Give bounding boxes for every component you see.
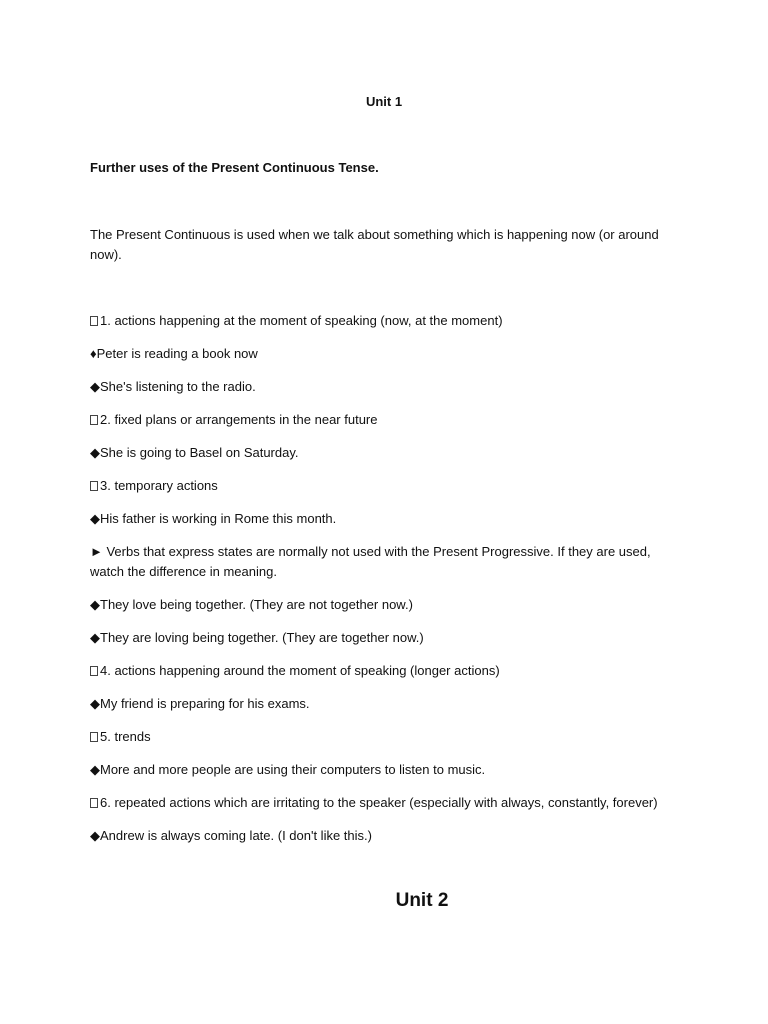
rule-1-text: 1. actions happening at the moment of speaking (now, at the moment) — [100, 313, 503, 328]
missing-glyph-icon — [90, 316, 98, 326]
example-6: ◆Andrew is always coming late. (I don't like this.) — [90, 828, 372, 843]
section-heading: Further uses of the Present Continuous Tense. — [90, 160, 379, 175]
rule-3-text: 3. temporary actions — [100, 478, 218, 493]
example-note-a: ◆They love being together. (They are not together now.) — [90, 597, 413, 612]
state-verbs-note: ► Verbs that express states are normally not used with the Present Progressive. If they are used, watch the difference in meaning. — [90, 544, 651, 579]
missing-glyph-icon — [90, 666, 98, 676]
example-2: ◆She is going to Basel on Saturday. — [90, 445, 299, 460]
example-1a: ♦Peter is reading a book now — [90, 346, 258, 361]
example-5: ◆More and more people are using their computers to listen to music. — [90, 762, 486, 777]
rule-4-text: 4. actions happening around the moment of speaking (longer actions) — [100, 663, 500, 678]
example-1b: ◆She's listening to the radio. — [90, 379, 256, 394]
example-4: ◆My friend is preparing for his exams. — [90, 696, 310, 711]
example-3: ◆His father is working in Rome this month. — [90, 511, 337, 526]
missing-glyph-icon — [90, 481, 98, 491]
example-note-b: ◆They are loving being together. (They are together now.) — [90, 630, 424, 645]
rule-6 — [90, 793, 690, 813]
rule-5-text: 5. trends — [100, 729, 151, 744]
rule-2-text: 2. fixed plans or arrangements in the near future — [100, 412, 378, 427]
missing-glyph-icon — [90, 732, 98, 742]
intro-paragraph: The Present Continuous is used when we talk about something which is happening now (or around now). — [90, 227, 659, 262]
rule-4 — [90, 661, 690, 681]
rules-list — [90, 311, 690, 846]
unit-2-title: Unit 2 — [395, 890, 449, 911]
rule-6-text: 6. repeated actions which are irritating to the speaker (especially with always, constantly, forever) — [100, 795, 658, 810]
missing-glyph-icon — [90, 415, 98, 425]
rule-5 — [90, 727, 690, 747]
rule-2 — [90, 410, 690, 430]
rule-1 — [90, 311, 690, 331]
unit-1-title: Unit 1 — [365, 94, 403, 109]
missing-glyph-icon — [90, 798, 98, 808]
rule-3 — [90, 476, 690, 496]
